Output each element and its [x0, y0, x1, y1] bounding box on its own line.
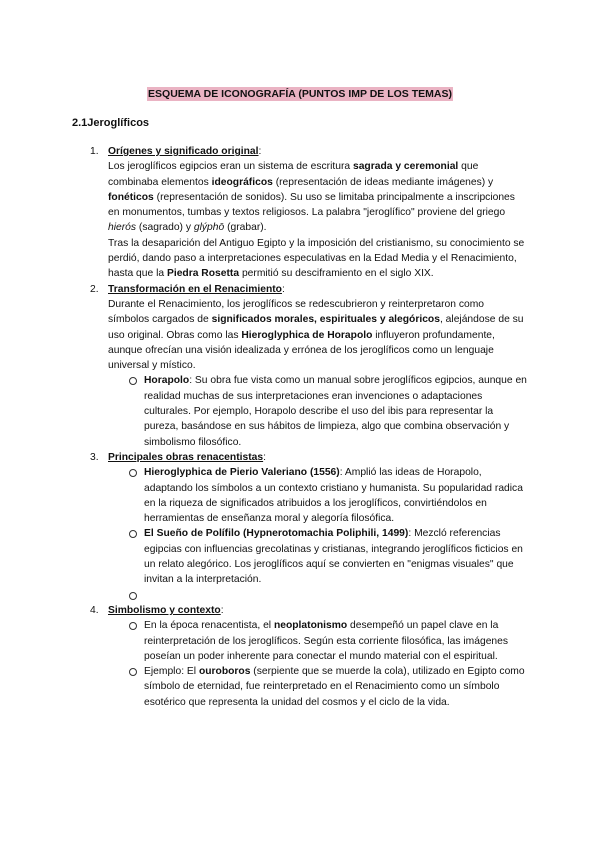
- text: Los jeroglíficos egipcios eran un sistema de escritura: [108, 161, 353, 173]
- item-1-paragraph-1: [108, 159, 528, 235]
- bold-text: fonéticos: [108, 191, 154, 203]
- bold-text: significados morales, espirituales y alegóricos: [211, 314, 440, 326]
- text: (representación de ideas mediante imágenes) y: [272, 176, 494, 188]
- text: (serpiente que se muerde la cola), utilizado en Egipto como símbolo de eternidad, fue reinterpretado en el Renacimiento como un símbolo esotérico que representa la unidad del cosmos y el ciclo de la vida.: [144, 666, 525, 708]
- circle-bullet-icon: [129, 622, 137, 630]
- heading-colon: :: [263, 451, 266, 463]
- heading-text: Principales obras renacentistas: [108, 451, 264, 463]
- text: En la época renacentista, el: [144, 620, 274, 632]
- heading-colon: :: [281, 283, 285, 295]
- highlighted-title: ESQUEMA DE ICONOGRAFÍA (PUNTOS IMP DE LOS TEMAS): [148, 88, 452, 100]
- sub-item-polifilo: [144, 526, 528, 587]
- list-item-1: [90, 144, 528, 282]
- text: : Mezcló referencias egipcias con influencias grecolatinas y cristianas, integrando jeroglíficos ficticios en un relato alegórico. Los jeroglíficos aquí se convierten en "enigmas visuales" que invitan a la interpretación.: [144, 528, 523, 586]
- text: , alejándose de su uso original. Obras como las: [108, 314, 524, 341]
- heading-text: Orígenes y significado original: [108, 146, 259, 157]
- item-2-heading: [108, 282, 528, 297]
- italic-text: hierós: [108, 222, 137, 234]
- item-4-heading: [108, 603, 528, 618]
- text: permitió su desciframiento en el siglo XIX.: [239, 268, 434, 280]
- text: : Su obra fue vista como un manual sobre jeroglíficos egipcios, aunque en realidad muchas de sus interpretaciones eran invenciones o adaptaciones culturales. Por ejemplo, Horapolo describe el uso del ibis para representar la pureza, basándose en sus hábitos de limpieza, algo que combina observación y simbolismo filosófico.: [144, 375, 527, 448]
- text: que combinaba elementos: [108, 161, 479, 188]
- sub-item-valeriano: [144, 465, 528, 526]
- circle-bullet-icon: [129, 668, 137, 676]
- item-1-paragraph-2: [108, 236, 528, 282]
- item-number: 2.: [90, 283, 99, 295]
- text: (sagrado) y: [136, 222, 194, 234]
- heading-text: Transformación en el Renacimiento: [108, 283, 282, 295]
- sub-item-ouroboros: [144, 664, 528, 710]
- circle-bullet-icon: [129, 469, 137, 477]
- bold-text: neoplatonismo: [273, 620, 348, 632]
- text: desempeñó un papel clave en la reinterpretación de los jeroglíficos. Según esta corriente filosófica, las imágenes poseían un poder inherente para conectar el mundo material con el espiritual.: [144, 620, 509, 662]
- bold-text: ideográficos: [211, 176, 273, 188]
- text: : Amplió las ideas de Horapolo, adaptando los símbolos a un contexto cristiano y humanista. Su popularidad radica en la riqueza de significados atribuidos a los jeroglíficos, convirtiéndolos en herramientas de enseñanza moral y alegoría filosófica.: [144, 467, 523, 525]
- list-item-3: [90, 450, 528, 603]
- item-number: 4.: [90, 604, 99, 616]
- circle-bullet-icon: [129, 377, 137, 385]
- item-1-heading: [108, 144, 528, 159]
- bold-text: Hieroglyphica de Pierio Valeriano (1556): [144, 467, 340, 479]
- circle-bullet-icon: [129, 530, 137, 538]
- italic-text: glýphō: [193, 222, 225, 234]
- section-heading: 2.1Jeroglíficos: [72, 117, 150, 129]
- numbered-list: [90, 144, 528, 710]
- bold-text: El Sueño de Polífilo (Hypnerotomachia Poliphili, 1499): [144, 528, 409, 540]
- item-number: 1.: [90, 146, 99, 157]
- bold-text: Hieroglyphica de Horapolo: [241, 329, 373, 341]
- text: influyeron profundamente, aunque ofrecían una visión idealizada y errónea de los jeroglíficos como un lenguaje universal y místico.: [108, 329, 495, 372]
- list-item-4: [90, 603, 528, 710]
- text: (grabar).: [224, 222, 267, 234]
- sub-item-neoplatonismo: [144, 618, 528, 664]
- bold-text: ouroboros: [198, 666, 251, 678]
- text: Ejemplo: El: [144, 666, 199, 678]
- heading-colon: :: [220, 604, 224, 616]
- sub-item-empty: [144, 588, 528, 603]
- bold-text: Piedra Rosetta: [166, 268, 240, 280]
- text: Durante el Renacimiento, los jeroglíficos se redescubrieron y reinterpretaron como símbolos cargados de: [108, 298, 485, 326]
- circle-bullet-icon: [129, 592, 137, 600]
- list-item-2: [90, 282, 528, 450]
- bold-text: Horapolo: [144, 375, 190, 387]
- text: (representación de sonidos). Su uso se limitaba principalmente a inscripciones en monumentos, tumbas y textos religiosos. La palabra "jeroglífico" proviene del griego: [108, 191, 515, 219]
- sub-item-horapolo: [144, 373, 528, 449]
- heading-colon: :: [258, 146, 262, 157]
- text: Tras la desaparición del Antiguo Egipto y la imposición del cristianismo, su conocimiento se perdió, dando paso a interpretaciones especulativas en la Edad Media y el Renacimiento, hasta que la: [108, 237, 525, 280]
- item-2-paragraph: [108, 297, 528, 373]
- bold-text: sagrada y ceremonial: [352, 161, 459, 173]
- document-title: [0, 87, 600, 101]
- item-number: 3.: [90, 451, 99, 463]
- heading-text: Simbolismo y contexto: [108, 604, 221, 616]
- item-3-heading: [108, 450, 528, 465]
